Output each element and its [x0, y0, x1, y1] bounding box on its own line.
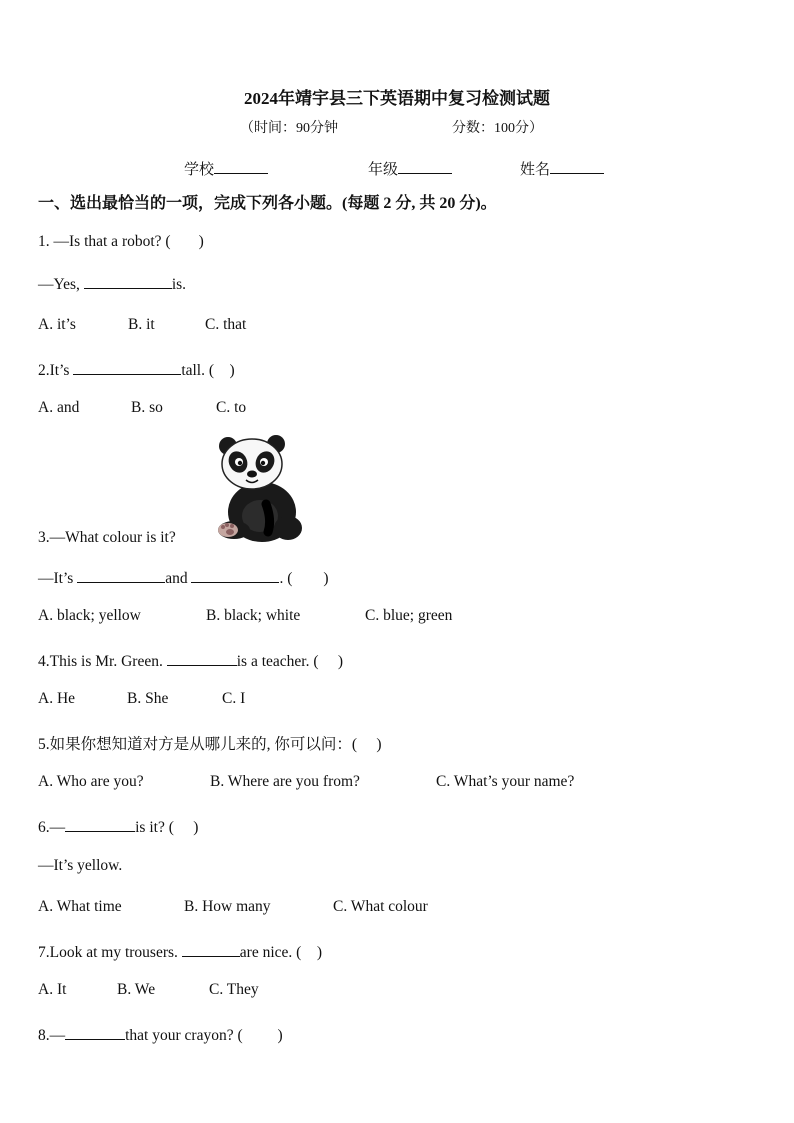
question-7-post: are nice. ( ): [239, 944, 322, 961]
question-1-text: 1. —Is that a robot? (: [38, 233, 171, 250]
option[interactable]: A. What time: [38, 898, 122, 915]
question-8-post: that your crayon? ( ): [125, 1027, 283, 1044]
question-6-pre: 6.—: [38, 819, 66, 836]
exam-time: （时间：90分钟: [240, 121, 338, 136]
question-8-blank[interactable]: [65, 1025, 125, 1040]
question-6-answer: —It’s yellow.: [38, 857, 123, 874]
question-3-answer-post: . ( ): [279, 570, 329, 587]
question-3: 3.—What colour is it?: [38, 529, 176, 546]
question-3-blank-1[interactable]: [77, 568, 165, 583]
name-blank[interactable]: [550, 159, 604, 174]
section-heading: 一、选出最恰当的一项，完成下列各小题。(每题 2 分, 共 20 分)。: [38, 195, 497, 212]
question-7: [38, 940, 322, 962]
question-7-options: [38, 981, 259, 999]
question-5-options: [38, 773, 574, 791]
option[interactable]: A. It: [38, 981, 67, 998]
option[interactable]: B. We: [117, 981, 156, 998]
option[interactable]: A. black; yellow: [38, 607, 141, 624]
name-field[interactable]: [520, 158, 604, 179]
panda-illustration: [210, 432, 306, 544]
question-1-answer-pre: —Yes,: [38, 276, 84, 293]
question-2: [38, 358, 235, 380]
question-2-options: [38, 399, 246, 417]
question-4-pre: 4.This is Mr. Green.: [38, 653, 167, 670]
question-6-blank[interactable]: [65, 817, 135, 832]
question-3-answer-mid: and: [165, 570, 192, 587]
question-1-options: [38, 316, 246, 334]
question-4-post: is a teacher. ( ): [236, 653, 344, 670]
grade-blank[interactable]: [398, 159, 452, 174]
option[interactable]: B. black; white: [206, 607, 301, 624]
option[interactable]: B. She: [127, 690, 169, 707]
question-4-options: [38, 690, 245, 708]
question-5: 5.如果你想知道对方是从哪儿来的, 你可以问：( ): [38, 736, 382, 753]
question-4: [38, 649, 343, 671]
option[interactable]: C. that: [205, 316, 247, 333]
grade-label: 年级: [368, 162, 399, 178]
school-label: 学校: [184, 162, 215, 178]
question-3-answer-pre: —It’s: [38, 570, 78, 587]
question-2-post: tall. ( ): [181, 362, 235, 379]
question-1: [38, 233, 204, 251]
exam-title: 2024年靖宇县三下英语期中复习检测试题: [244, 89, 550, 108]
option[interactable]: B. so: [131, 399, 163, 416]
name-label: 姓名: [520, 162, 551, 178]
question-1-paren: ): [198, 233, 204, 250]
option[interactable]: B. it: [128, 316, 155, 333]
question-6: [38, 815, 198, 837]
option[interactable]: C. What colour: [333, 898, 428, 915]
question-1-answer-post: is.: [171, 276, 187, 293]
option[interactable]: A. Who are you?: [38, 773, 144, 790]
option[interactable]: A. it’s: [38, 316, 76, 333]
school-field[interactable]: [184, 158, 268, 179]
question-8-pre: 8.—: [38, 1027, 66, 1044]
option[interactable]: B. Where are you from?: [210, 773, 360, 790]
question-2-blank[interactable]: [73, 360, 181, 375]
option[interactable]: C. blue; green: [365, 607, 453, 624]
question-2-pre: 2.It’s: [38, 362, 74, 379]
question-6-post: is it? ( ): [135, 819, 199, 836]
question-7-pre: 7.Look at my trousers.: [38, 944, 182, 961]
question-8: [38, 1023, 283, 1045]
question-6-options: [38, 898, 428, 916]
question-3-options: [38, 607, 452, 625]
option[interactable]: C. They: [209, 981, 259, 998]
grade-field[interactable]: [368, 158, 452, 179]
option[interactable]: A. He: [38, 690, 76, 707]
option[interactable]: A. and: [38, 399, 80, 416]
question-1-blank[interactable]: [84, 274, 172, 289]
question-1-answer: [38, 274, 186, 294]
exam-score: 分数：100分）: [452, 121, 543, 136]
option[interactable]: C. I: [222, 690, 246, 707]
option[interactable]: B. How many: [184, 898, 271, 915]
question-7-blank[interactable]: [182, 942, 240, 957]
option[interactable]: C. What’s your name?: [436, 773, 575, 790]
question-3-answer: [38, 566, 329, 588]
question-3-blank-2[interactable]: [191, 568, 279, 583]
question-4-blank[interactable]: [167, 651, 237, 666]
option[interactable]: C. to: [216, 399, 247, 416]
school-blank[interactable]: [214, 159, 268, 174]
